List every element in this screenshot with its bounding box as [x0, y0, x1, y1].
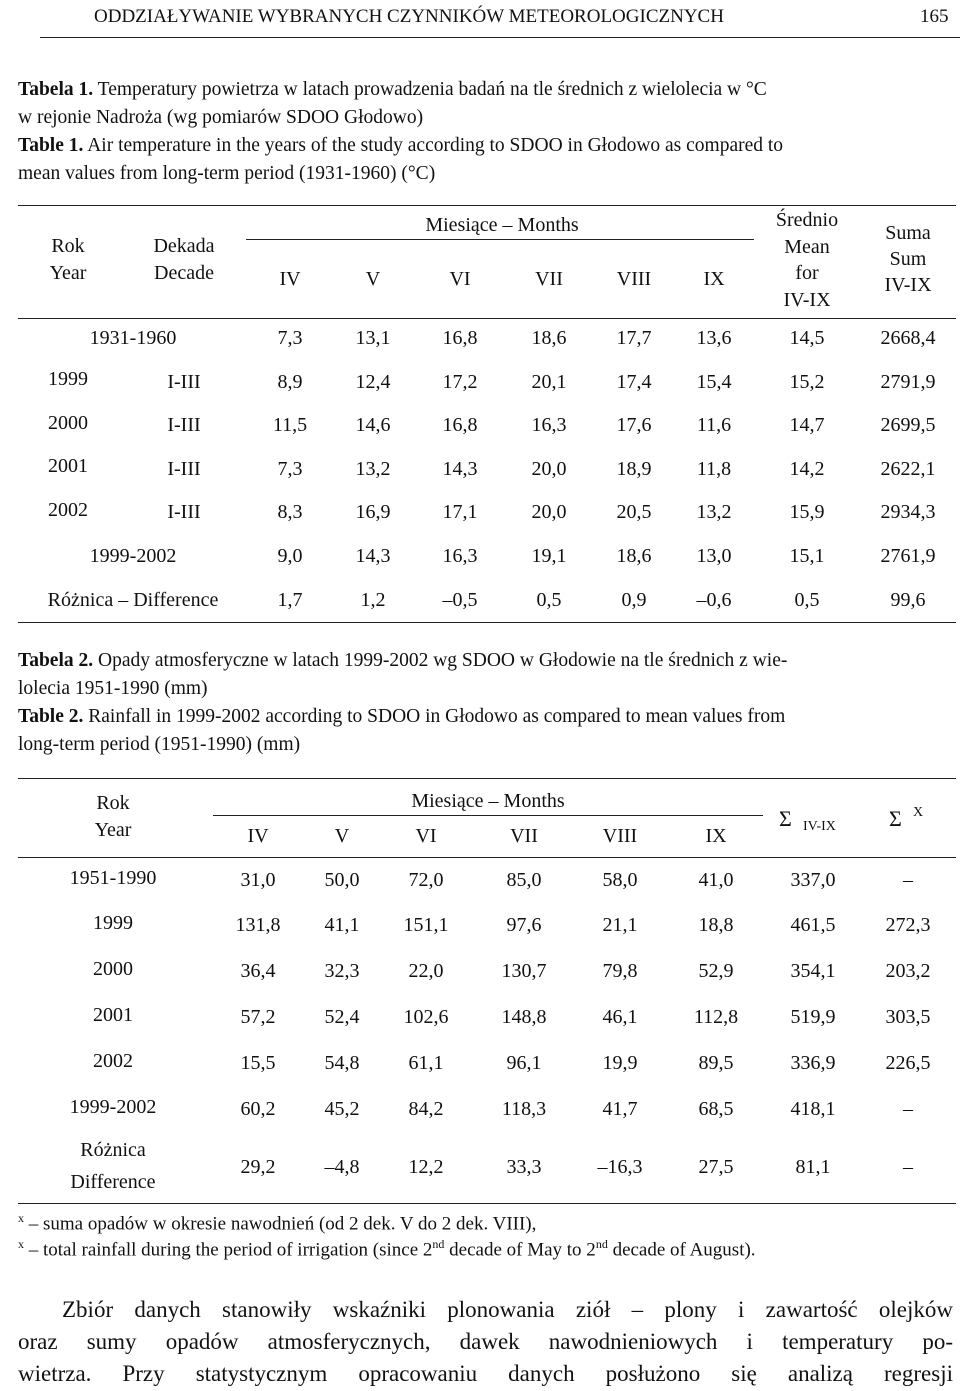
t2-row-year: 2001 [93, 1004, 133, 1026]
running-header [40, 0, 960, 38]
body-line: oraz sumy opadów atmosferycznych, dawek nawodnieniowych i temperatury po- [18, 1329, 953, 1354]
t1-cell: 9,0 [277, 545, 303, 567]
t1-head-month: V [365, 268, 381, 290]
table2-top-rule [18, 778, 956, 779]
table2-caption-en-2: long-term period (1951-1990) (mm) [18, 734, 301, 755]
t1-cell: 13,6 [696, 327, 732, 349]
t1-cell: 8,3 [277, 501, 303, 523]
t1-cell: 16,8 [442, 414, 478, 436]
t1-head-dekada: Dekada [153, 235, 215, 257]
t1-row-decade: I-III [167, 458, 201, 480]
t1-cell: 8,9 [277, 371, 303, 393]
t2-row-difference: Difference [70, 1171, 156, 1193]
body-line: Zbiór danych stanowiły wskaźniki plonowania ziół – plony i zawartość olejków [62, 1297, 953, 1322]
t2-cell: 337,0 [790, 869, 836, 891]
t1-cell: 13,2 [696, 501, 732, 523]
t2-head-month: VII [510, 825, 538, 847]
t2-cell: 12,2 [408, 1156, 444, 1178]
footnote-en-text-b: decade of May to 2 [444, 1239, 596, 1261]
t2-row-year: 2000 [93, 958, 133, 980]
t1-cell: 15,2 [789, 371, 825, 393]
t1-cell: 7,3 [277, 458, 303, 480]
t1-row-year: 2001 [48, 455, 88, 477]
t1-row-difference: Różnica – Difference [47, 589, 219, 611]
footnote-en-text-a: – total rainfall during the period of irrigation (since 2 [28, 1239, 433, 1261]
t1-cell: 18,6 [616, 545, 652, 567]
footnote-pl [18, 1211, 536, 1235]
t2-cell: 46,1 [602, 1006, 638, 1028]
t1-row-year: 1999-2002 [89, 545, 177, 567]
t1-cell: 2699,5 [880, 414, 936, 436]
t2-cell: 31,0 [240, 869, 276, 891]
t2-cell: 32,3 [324, 960, 360, 982]
t1-cell: 19,1 [531, 545, 567, 567]
t1-head-month: VII [535, 268, 563, 290]
t1-cell: 13,1 [355, 327, 391, 349]
t2-head-sigma: Σ [779, 806, 792, 831]
t1-cell: 2668,4 [880, 327, 936, 349]
t1-head-mean: Mean [784, 236, 830, 258]
t1-cell: 14,7 [789, 414, 825, 436]
t1-cell: 17,1 [442, 501, 478, 523]
t2-cell: 18,8 [698, 914, 734, 936]
t2-head-months: Miesiące – Months [411, 790, 565, 812]
t1-cell: 2791,9 [880, 371, 936, 393]
t2-cell: 226,5 [885, 1052, 931, 1074]
t2-cell: 102,6 [403, 1006, 449, 1028]
t1-head-rok: Rok [51, 235, 85, 257]
t2-cell: 61,1 [408, 1052, 444, 1074]
t1-row-decade: I-III [167, 501, 201, 523]
t1-cell: 14,3 [442, 458, 478, 480]
t2-cell: 148,8 [501, 1006, 547, 1028]
table1-label-pl: Tabela 1. [18, 79, 94, 100]
t1-cell: 20,5 [616, 501, 652, 523]
t1-cell: 15,1 [789, 545, 825, 567]
t1-head-mean: Średnio [775, 209, 839, 231]
t1-cell: 2761,9 [880, 545, 936, 567]
t2-cell: 461,5 [790, 914, 836, 936]
t2-cell: 36,4 [240, 960, 276, 982]
t1-cell: 0,5 [794, 589, 820, 611]
t1-cell: 17,6 [616, 414, 652, 436]
t2-cell: 130,7 [501, 960, 547, 982]
t2-cell: 41,1 [324, 914, 360, 936]
t1-cell: 15,4 [696, 371, 732, 393]
t2-head-sum-sub: IV-IX [803, 819, 836, 834]
t2-cell: 52,9 [698, 960, 734, 982]
t2-cell: 131,8 [235, 914, 281, 936]
t1-head-decade: Decade [154, 262, 214, 284]
t2-cell: –4,8 [324, 1156, 360, 1178]
table2-caption-en-1: Rainfall in 1999-2002 according to SDOO in Głodowo as compared to mean values from [88, 706, 786, 727]
t2-cell: 57,2 [240, 1006, 276, 1028]
t2-row-year: 1999 [93, 912, 133, 934]
t1-cell: 7,3 [277, 327, 303, 349]
t2-cell: 50,0 [324, 869, 360, 891]
table2-caption [18, 647, 953, 759]
t1-cell: 12,4 [355, 371, 391, 393]
t1-cell: 20,1 [531, 371, 567, 393]
t2-head-sigma: Σ [889, 806, 902, 831]
t1-cell: –0,5 [442, 589, 478, 611]
t1-cell: 16,9 [355, 501, 391, 523]
footnote-mark: x [18, 1237, 24, 1251]
t1-cell: 99,6 [890, 589, 926, 611]
t2-cell: 19,9 [602, 1052, 638, 1074]
t2-cell: –16,3 [597, 1156, 643, 1178]
t2-cell: – [903, 869, 913, 891]
t2-cell: 22,0 [408, 960, 444, 982]
table2-caption-pl-2: lolecia 1951-1990 (mm) [18, 678, 208, 699]
t1-cell: 1,2 [360, 589, 386, 611]
t1-cell: 18,6 [531, 327, 567, 349]
table2-label-pl: Tabela 2. [18, 650, 94, 671]
t1-row-decade: I-III [167, 371, 201, 393]
t1-head-sum: IV-IX [884, 274, 932, 296]
t2-cell: 336,9 [790, 1052, 836, 1074]
table1-caption-pl-1: Temperatury powietrza w latach prowadzenia badań na tle średnich z wielolecia w °C [97, 79, 767, 100]
t1-cell: 20,0 [531, 458, 567, 480]
t2-head-month: VIII [602, 825, 638, 847]
footnote-en-sup: nd [432, 1237, 445, 1251]
table1-head-rule [18, 318, 956, 319]
t1-head-months: Miesiące – Months [425, 214, 579, 236]
t2-head-month: V [334, 825, 350, 847]
t2-cell: – [903, 1098, 913, 1120]
t2-cell: 41,0 [698, 869, 734, 891]
t1-cell: 11,5 [272, 414, 308, 436]
t2-cell: 15,5 [240, 1052, 276, 1074]
t1-row-year: 1999 [48, 368, 88, 390]
t2-cell: – [903, 1156, 913, 1178]
footnote-mark: x [18, 1211, 24, 1225]
t1-cell: 14,5 [789, 327, 825, 349]
t2-cell: 58,0 [602, 869, 638, 891]
table2-head-rule [18, 857, 956, 858]
t2-cell: 97,6 [506, 914, 542, 936]
t2-cell: 272,3 [885, 914, 931, 936]
t1-cell: 13,2 [355, 458, 391, 480]
t2-cell: 54,8 [324, 1052, 360, 1074]
t2-head-month: VI [415, 825, 437, 847]
t2-cell: 72,0 [408, 869, 444, 891]
table1-top-rule [18, 205, 956, 206]
t1-head-sum: Suma [885, 222, 931, 244]
table1-caption-en-2: mean values from long-term period (1931-1960) (°C) [18, 163, 436, 184]
t1-head-month: IV [279, 268, 301, 290]
t2-cell: 112,8 [693, 1006, 739, 1028]
t1-cell: 16,8 [442, 327, 478, 349]
t2-cell: 81,1 [795, 1156, 831, 1178]
t1-cell: 14,3 [355, 545, 391, 567]
t2-cell: 60,2 [240, 1098, 276, 1120]
t2-cell: 151,1 [403, 914, 449, 936]
t2-cell: 96,1 [506, 1052, 542, 1074]
body-line: wietrza. Przy statystycznym opracowaniu danych posłużono się analizą regresji [18, 1361, 953, 1386]
t1-head-mean: for [795, 262, 819, 284]
t1-row-year: 1931-1960 [89, 327, 177, 349]
t1-row-year: 2000 [48, 412, 88, 434]
table2-caption-pl-1: Opady atmosferyczne w latach 1999-2002 wg SDOO w Głodowie na tle średnich z wie- [98, 650, 788, 671]
t2-row-year: 2002 [93, 1050, 133, 1072]
t2-cell: 84,2 [408, 1098, 444, 1120]
t2-cell: 303,5 [885, 1006, 931, 1028]
t2-row-difference: Różnica [80, 1139, 146, 1161]
t2-cell: 41,7 [602, 1098, 638, 1120]
t2-cell: 29,2 [240, 1156, 276, 1178]
table1-caption-pl-2: w rejonie Nadroża (wg pomiarów SDOO Głodowo) [18, 107, 424, 128]
t1-cell: 20,0 [531, 501, 567, 523]
t1-cell: 16,3 [442, 545, 478, 567]
t1-cell: 16,3 [531, 414, 567, 436]
t2-head-month: IX [705, 825, 727, 847]
table1-label-en: Table 1. [18, 135, 84, 156]
t1-cell: 14,6 [355, 414, 391, 436]
running-header-title: ODDZIAŁYWANIE WYBRANYCH CZYNNIKÓW METEOROLOGICZNYCH [94, 6, 724, 27]
t1-row-year: 2002 [48, 499, 88, 521]
t2-cell: 118,3 [501, 1098, 547, 1120]
t1-head-year: Year [49, 262, 87, 284]
t2-cell: 21,1 [602, 914, 638, 936]
footnote-pl-text: – suma opadów w okresie nawodnień (od 2 dek. V do 2 dek. VIII), [28, 1213, 537, 1235]
t2-cell: 203,2 [885, 960, 931, 982]
t2-cell: 45,2 [324, 1098, 360, 1120]
footnote-en-text-c: decade of August). [607, 1239, 756, 1261]
t1-cell: 18,9 [616, 458, 652, 480]
t1-cell: 17,7 [616, 327, 652, 349]
t1-head-sum: Sum [889, 248, 927, 270]
t1-cell: 11,8 [696, 458, 732, 480]
page-number: 165 [920, 6, 949, 27]
t2-cell: 85,0 [506, 869, 542, 891]
t1-cell: 17,4 [616, 371, 652, 393]
t1-head-month: VI [449, 268, 471, 290]
table1-caption [18, 76, 953, 188]
t2-row-year: 1951-1990 [69, 867, 157, 889]
t1-cell: 13,0 [696, 545, 732, 567]
t2-cell: 89,5 [698, 1052, 734, 1074]
t1-head-month: VIII [616, 268, 652, 290]
table1-months-rule [246, 239, 754, 240]
t2-cell: 79,8 [602, 960, 638, 982]
t2-cell: 354,1 [790, 960, 836, 982]
t1-cell: 11,6 [696, 414, 732, 436]
t1-row-decade: I-III [167, 414, 201, 436]
t2-row-year: 1999-2002 [69, 1096, 157, 1118]
footnote-en-sup: nd [595, 1237, 608, 1251]
t1-cell: 15,9 [789, 501, 825, 523]
t1-cell: 17,2 [442, 371, 478, 393]
table1-caption-en-1: Air temperature in the years of the study according to SDOO in Głodowo as compared to [87, 135, 784, 156]
t2-cell: 27,5 [698, 1156, 734, 1178]
t1-head-mean: IV-IX [783, 289, 831, 311]
t1-head-month: IX [703, 268, 725, 290]
footnote-en [18, 1237, 756, 1261]
body-paragraph [18, 1294, 953, 1390]
t1-cell: 14,2 [789, 458, 825, 480]
t2-head-year: Year [94, 819, 132, 841]
t2-head-sum-x: X [913, 805, 924, 820]
t1-cell: 2622,1 [880, 458, 936, 480]
t1-cell: 0,5 [536, 589, 562, 611]
t2-cell: 418,1 [790, 1098, 836, 1120]
t1-cell: 2934,3 [880, 501, 936, 523]
t2-head-month: IV [247, 825, 269, 847]
t2-cell: 52,4 [324, 1006, 360, 1028]
table2-label-en: Table 2. [18, 706, 84, 727]
t1-cell: 1,7 [277, 589, 303, 611]
t2-cell: 33,3 [506, 1156, 542, 1178]
table1-bottom-rule [18, 622, 956, 623]
t2-cell: 68,5 [698, 1098, 734, 1120]
t2-head-rok: Rok [96, 792, 130, 814]
t1-cell: –0,6 [696, 589, 732, 611]
t2-cell: 519,9 [790, 1006, 836, 1028]
table2-bottom-rule [18, 1203, 956, 1204]
t1-cell: 0,9 [621, 589, 647, 611]
table2-months-rule [213, 815, 763, 816]
